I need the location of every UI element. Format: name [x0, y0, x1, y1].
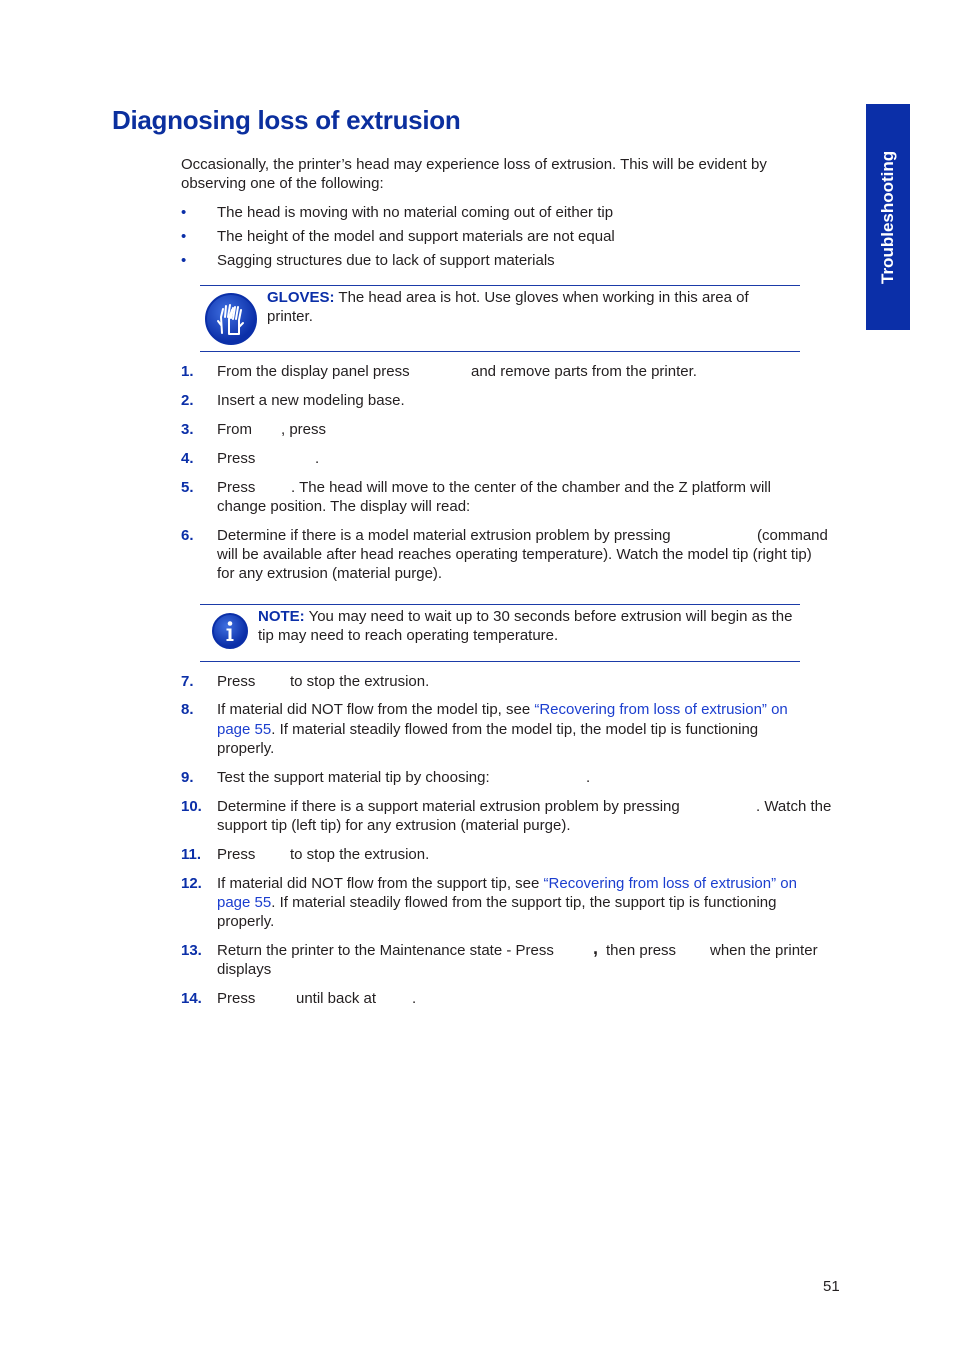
section-tab [866, 104, 910, 330]
bullet-icon: • [181, 228, 187, 245]
section-tab-label: Troubleshooting [878, 150, 897, 284]
link-page-55[interactable]: page 55 [217, 721, 272, 738]
intro-paragraph: Occasionally, the printer’s head may experience loss of extrusion. This will be evident by observing one of the following: [181, 156, 767, 192]
symptom-list [181, 203, 615, 275]
link-recovering-extrusion[interactable]: “Recovering from loss of extrusion” on [534, 701, 788, 718]
bullet-icon: • [181, 204, 187, 221]
page-number: 51 [823, 1278, 840, 1295]
note-text: NOTE: You may need to wait up to 30 seconds before extrusion will begin as the tip may need to reach operating temperature. [258, 608, 793, 644]
link-recovering-extrusion[interactable]: “Recovering from loss of extrusion” on [543, 875, 797, 892]
note-callout [200, 604, 800, 662]
list-item: • The height of the model and support materials are not equal [181, 228, 615, 245]
gloves-warning [200, 285, 800, 352]
info-icon [212, 613, 248, 649]
list-item: • The head is moving with no material coming out of either tip [181, 204, 614, 221]
link-page-55[interactable]: page 55 [217, 894, 272, 911]
gloves-icon [205, 293, 257, 345]
gloves-text: GLOVES: The head area is hot. Use gloves when working in this area of printer. [267, 289, 749, 325]
page-title: Diagnosing loss of extrusion [112, 105, 461, 135]
list-item: • Sagging structures due to lack of support materials [181, 252, 555, 269]
bullet-icon: • [181, 252, 187, 269]
